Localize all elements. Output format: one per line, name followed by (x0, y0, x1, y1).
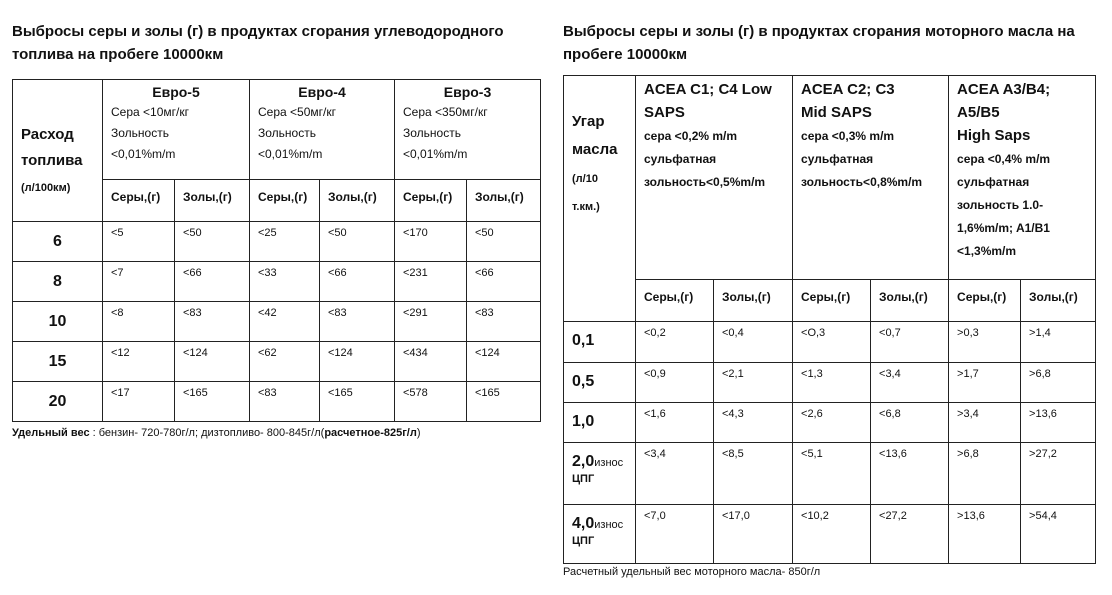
cell: <124 (320, 342, 395, 382)
group-euro-4: Евро-4 Сера <50мг/кг Зольность <0,01%m/m (250, 80, 395, 180)
cell: <83 (250, 382, 320, 422)
cell: <0,7 (871, 322, 949, 363)
cell: <2,1 (714, 363, 793, 403)
table-row (564, 403, 1096, 443)
cell: <3,4 (636, 443, 714, 505)
table-row (13, 342, 541, 382)
oil-density-note: Расчетный удельный вес моторного масла- 850г/л (563, 566, 821, 578)
cell: <5,1 (793, 443, 871, 505)
cell: <8,5 (714, 443, 793, 505)
cell: <0,2 (636, 322, 714, 363)
cell: <1,3 (793, 363, 871, 403)
cell: <83 (467, 302, 541, 342)
cell: >13,6 (949, 505, 1021, 564)
cell: <4,3 (714, 403, 793, 443)
col-sulfur: Серы,(г) (250, 180, 320, 222)
row-label: 20 (13, 382, 103, 422)
row-label: 10 (13, 302, 103, 342)
cell: >54,4 (1021, 505, 1096, 564)
col-ash: Золы,(г) (1021, 280, 1096, 322)
cell: >13,6 (1021, 403, 1096, 443)
cell: <50 (175, 222, 250, 262)
cell: >27,2 (1021, 443, 1096, 505)
cell: <66 (175, 262, 250, 302)
row-label: 8 (13, 262, 103, 302)
group-euro-5: Евро-5 Сера <10мг/кг Зольность <0,01%m/m (103, 80, 250, 180)
cell: <124 (175, 342, 250, 382)
group-euro-3: Евро-3 Сера <350мг/кг Зольность <0,01%m/m (395, 80, 541, 180)
cell: >6,8 (1021, 363, 1096, 403)
cell: >1,4 (1021, 322, 1096, 363)
row-label: 15 (13, 342, 103, 382)
cell: <83 (175, 302, 250, 342)
col-sulfur: Серы,(г) (793, 280, 871, 322)
cell: <27,2 (871, 505, 949, 564)
cell: <10,2 (793, 505, 871, 564)
col-sulfur: Серы,(г) (636, 280, 714, 322)
oil-burn-header: Угар масла (л/10 т.км.) (564, 76, 636, 322)
table-row (564, 505, 1096, 564)
row-label: 0,1 (564, 322, 636, 363)
cell: <165 (175, 382, 250, 422)
row-label: 1,0 (564, 403, 636, 443)
cell: <17,0 (714, 505, 793, 564)
fuel-emissions-table (12, 79, 541, 422)
table-row (564, 443, 1096, 505)
cell: <578 (395, 382, 467, 422)
right-table-title: Выбросы серы и золы (г) в продуктах сгорания моторного масла на пробеге 10000км (563, 23, 1075, 63)
row-label: 4,0износ ЦПГ (564, 505, 636, 564)
cell: <0,9 (636, 363, 714, 403)
col-ash: Золы,(г) (320, 180, 395, 222)
left-table-title: Выбросы серы и золы (г) в продуктах сгорания углеводородного топлива на пробеге 10000км (12, 23, 504, 63)
cell: <165 (467, 382, 541, 422)
cell: <1,6 (636, 403, 714, 443)
group-acea-a3-b4: ACEA A3/B4; A5/B5 High Saps сера <0,4% m/m сульфатная зольность 1.0- 1,6%m/m; A1/B1 <1,3%m/m (949, 76, 1096, 280)
col-ash: Золы,(г) (871, 280, 949, 322)
group-acea-c2-c3: ACEA C2; C3 Mid SAPS сера <0,3% m/m сульфатная зольность<0,8%m/m (793, 76, 949, 280)
col-ash: Золы,(г) (714, 280, 793, 322)
cell: >3,4 (949, 403, 1021, 443)
cell: <124 (467, 342, 541, 382)
cell: <165 (320, 382, 395, 422)
cell: <7 (103, 262, 175, 302)
cell: <12 (103, 342, 175, 382)
cell: <33 (250, 262, 320, 302)
table-row (564, 363, 1096, 403)
cell: <3,4 (871, 363, 949, 403)
cell: <66 (467, 262, 541, 302)
fuel-density-note: Удельный вес : бензин- 720-780г/л; дизтопливо- 800-845г/л(расчетное-825г/л) (12, 427, 421, 439)
cell: <17 (103, 382, 175, 422)
col-ash: Золы,(г) (175, 180, 250, 222)
group-acea-c1-c4: ACEA C1; C4 Low SAPS сера <0,2% m/m сульфатная зольность<0,5%m/m (636, 76, 793, 280)
cell: <13,6 (871, 443, 949, 505)
cell: >0,3 (949, 322, 1021, 363)
oil-emissions-table (563, 75, 1096, 564)
cell: <291 (395, 302, 467, 342)
cell: <42 (250, 302, 320, 342)
cell: <66 (320, 262, 395, 302)
row-label: 6 (13, 222, 103, 262)
row-label: 2,0износ ЦПГ (564, 443, 636, 505)
col-sulfur: Серы,(г) (949, 280, 1021, 322)
cell: >6,8 (949, 443, 1021, 505)
cell: <25 (250, 222, 320, 262)
cell: <7,0 (636, 505, 714, 564)
cell: <170 (395, 222, 467, 262)
cell: <50 (320, 222, 395, 262)
cell: <O,3 (793, 322, 871, 363)
cell: <0,4 (714, 322, 793, 363)
cell: <83 (320, 302, 395, 342)
cell: <2,6 (793, 403, 871, 443)
cell: <6,8 (871, 403, 949, 443)
col-ash: Золы,(г) (467, 180, 541, 222)
table-row (13, 382, 541, 422)
col-sulfur: Серы,(г) (395, 180, 467, 222)
table-row (13, 222, 541, 262)
col-sulfur: Серы,(г) (103, 180, 175, 222)
cell: <62 (250, 342, 320, 382)
row-label: 0,5 (564, 363, 636, 403)
table-row (564, 322, 1096, 363)
fuel-consumption-header: Расход топлива (л/100км) (13, 80, 103, 222)
table-row (13, 302, 541, 342)
cell: <231 (395, 262, 467, 302)
cell: <5 (103, 222, 175, 262)
table-row (13, 262, 541, 302)
cell: >1,7 (949, 363, 1021, 403)
cell: <50 (467, 222, 541, 262)
cell: <8 (103, 302, 175, 342)
cell: <434 (395, 342, 467, 382)
